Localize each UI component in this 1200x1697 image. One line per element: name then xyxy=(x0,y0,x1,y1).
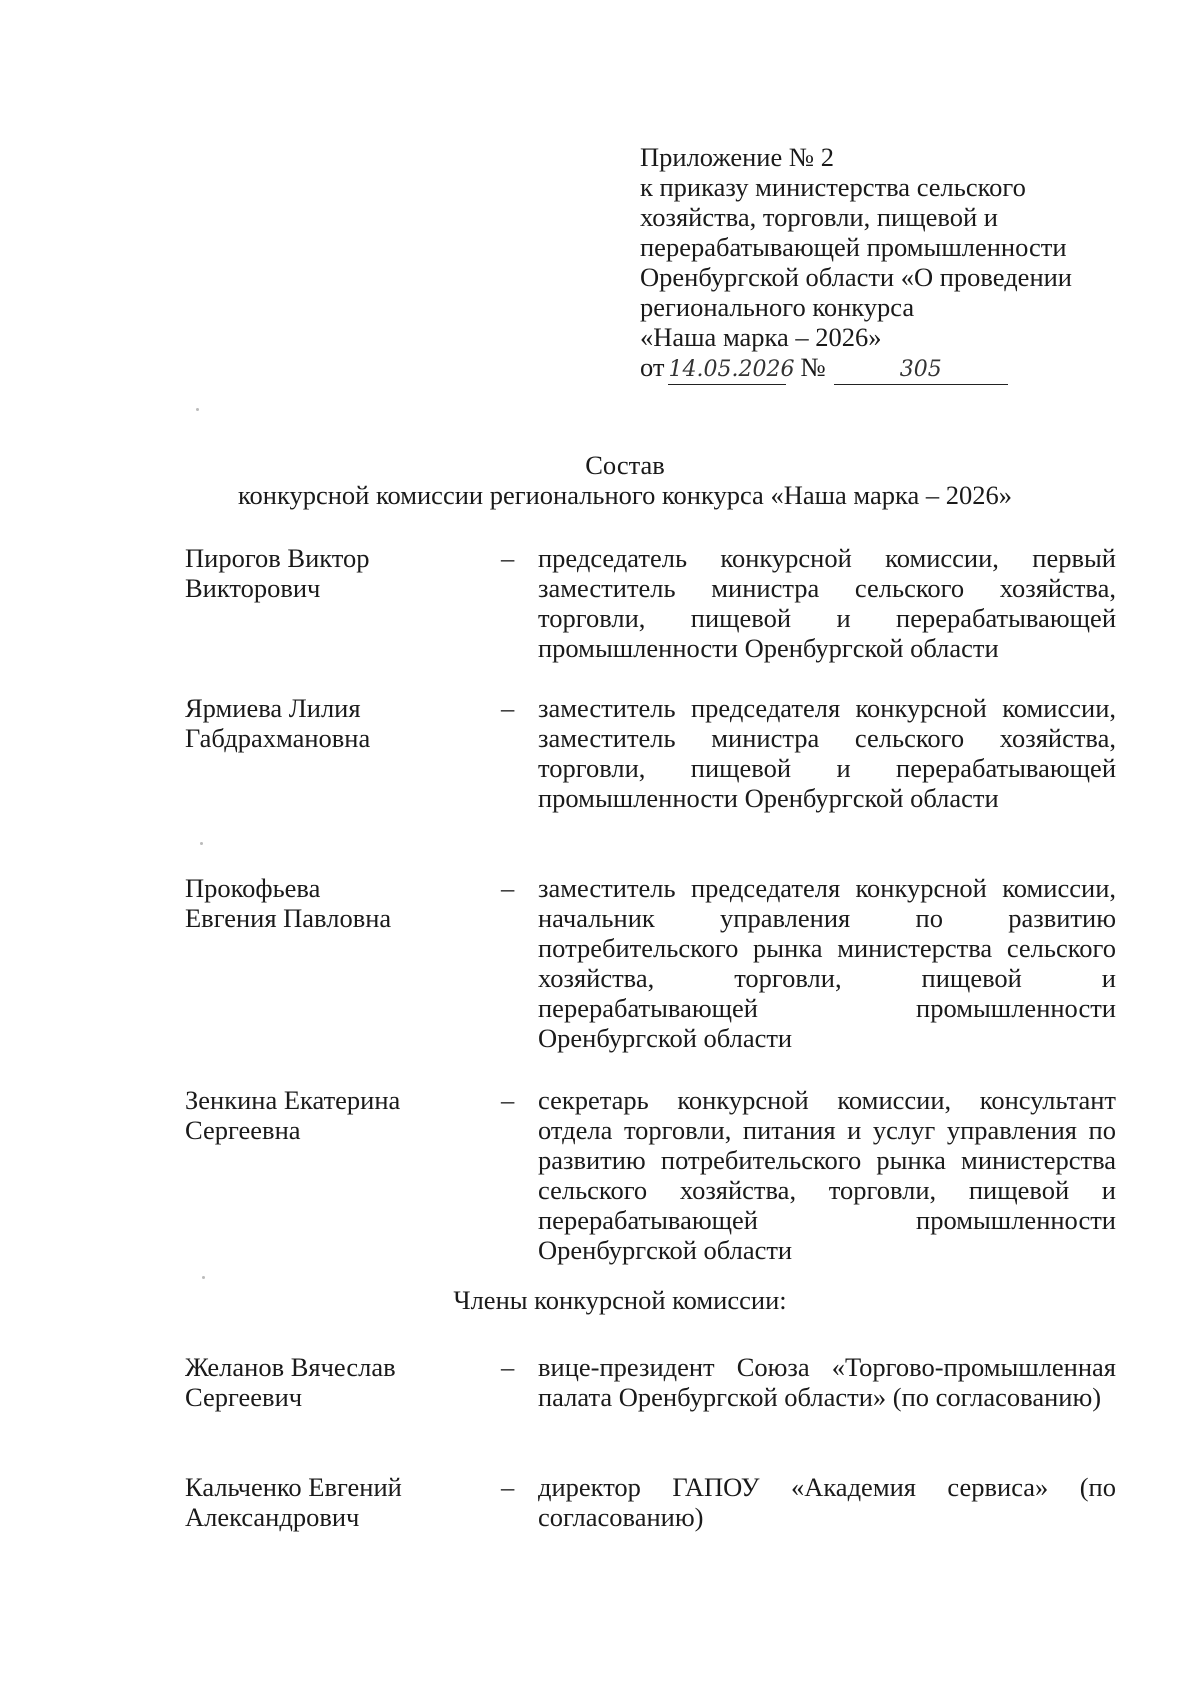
name-line: Александрович xyxy=(185,1502,360,1532)
name-line: Сергеевич xyxy=(185,1382,303,1412)
name-line: Викторович xyxy=(185,573,321,603)
dash-separator: – xyxy=(501,873,515,903)
person-role: вице-президент Союза «Торгово-промышленная палата Оренбургской области» (по согласованию) xyxy=(538,1352,1116,1412)
appendix-line: Приложение № 2 xyxy=(640,142,835,172)
order-date-number-line xyxy=(640,352,1160,385)
title-line-1: Состав xyxy=(585,450,665,480)
scan-speck xyxy=(202,1276,205,1279)
person-role: заместитель председателя конкурсной комиссии, заместитель министра сельского хозяйства, торговли, пищевой и перерабатывающей промышленности Оренбургской области xyxy=(538,693,1116,813)
appendix-line: перерабатывающей промышленности xyxy=(640,232,1067,262)
title-line-2: конкурсной комиссии регионального конкурса «Наша марка – 2026» xyxy=(238,480,1012,510)
appendix-line: к приказу министерства сельского xyxy=(640,172,1026,202)
name-line: Евгения Павловна xyxy=(185,903,392,933)
appendix-line: «Наша марка – 2026» xyxy=(640,322,882,352)
person-name xyxy=(185,693,465,753)
dash-separator: – xyxy=(501,1472,515,1502)
appendix-line: Оренбургской области «О проведении xyxy=(640,262,1072,292)
document-title xyxy=(0,450,1200,510)
name-line: Габдрахмановна xyxy=(185,723,371,753)
name-line: Ярмиева Лилия xyxy=(185,693,361,723)
person-role: председатель конкурсной комиссии, первый заместитель министра сельского хозяйства, торговли, пищевой и перерабатывающей промышленности Оренбургской области xyxy=(538,543,1116,663)
name-line: Прокофьева xyxy=(185,873,321,903)
name-line: Сергеевна xyxy=(185,1115,301,1145)
person-role: заместитель председателя конкурсной комиссии, начальник управления по развитию потребительского рынка министерства сельского хозяйства, торговли, пищевой и перерабатывающей промышленности Оренбургской области xyxy=(538,873,1116,1053)
appendix-line: хозяйства, торговли, пищевой и xyxy=(640,202,998,232)
person-name xyxy=(185,1085,465,1145)
handwritten-number: 305 xyxy=(834,356,1008,385)
person-name xyxy=(185,873,465,933)
dash-separator: – xyxy=(501,693,515,723)
appendix-line: регионального конкурса xyxy=(640,292,915,322)
person-role: секретарь конкурсной комиссии, консультант отдела торговли, питания и услуг управления по развитию потребительского рынка министерства сельского хозяйства, торговли, пищевой и перерабатывающей промышленности Оренбургской области xyxy=(538,1085,1116,1265)
number-prefix: № xyxy=(800,352,826,382)
appendix-header xyxy=(640,142,1160,385)
person-name xyxy=(185,1472,465,1532)
dash-separator: – xyxy=(501,1085,515,1115)
person-name xyxy=(185,543,465,603)
name-line: Пирогов Виктор xyxy=(185,543,370,573)
date-prefix: от xyxy=(640,352,665,382)
members-heading: Члены конкурсной комиссии: xyxy=(453,1285,787,1315)
scan-speck xyxy=(200,842,203,845)
person-role: директор ГАПОУ «Академия сервиса» (по согласованию) xyxy=(538,1472,1116,1532)
dash-separator: – xyxy=(501,543,515,573)
name-line: Кальченко Евгений xyxy=(185,1472,402,1502)
scan-speck xyxy=(196,408,199,411)
name-line: Желанов Вячеслав xyxy=(185,1352,396,1382)
dash-separator: – xyxy=(501,1352,515,1382)
handwritten-date: 14.05.2026 xyxy=(668,356,786,385)
name-line: Зенкина Екатерина xyxy=(185,1085,401,1115)
person-name xyxy=(185,1352,465,1412)
